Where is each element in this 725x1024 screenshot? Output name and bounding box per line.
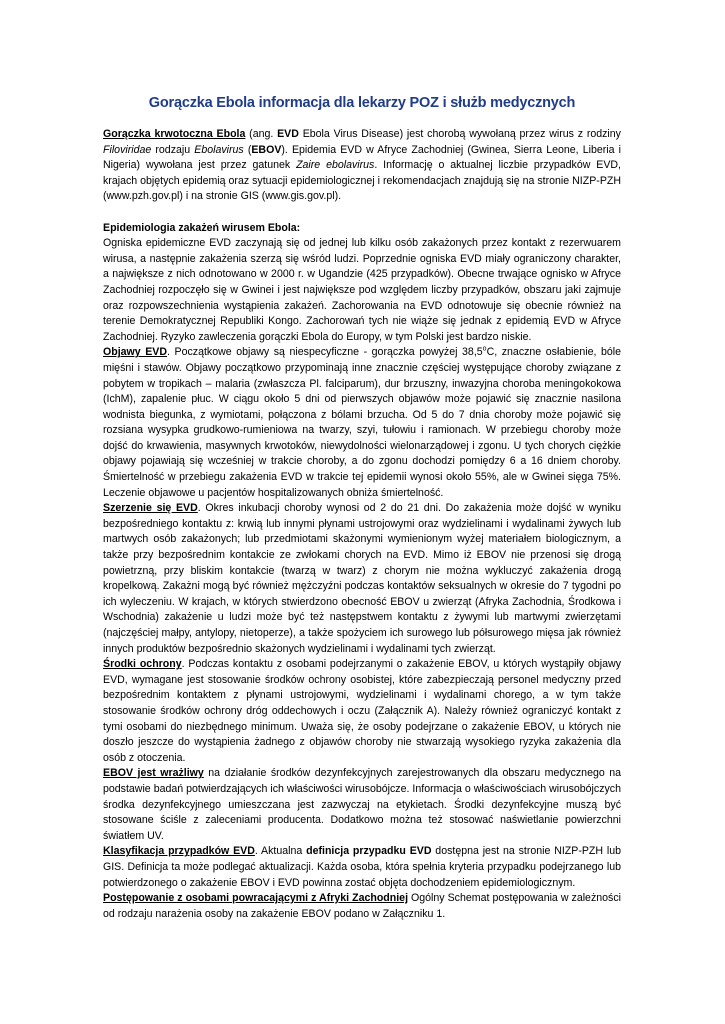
spread-heading: Szerzenie się EVD (103, 502, 198, 515)
sensitivity-paragraph: EBOV jest wrażliwy na działanie środków dezynfekcyjnych zarejestrowanych dla obszaru medycznego na podstawie badań potwierdzających ich właściwości wirusobójcze. Informacja o właściwościach wirusobójczych środka dezynfekcyjnego umieszczana jest zazwyczaj na etykietach. Środki dezynfekcyjne muszą być stosowane ściśle z zaleceniami producenta. Dodatkowo można też stosować naświetlanie powierzchni światłem UV. (103, 767, 622, 842)
intro-heading: Gorączka krwotoczna Ebola (103, 128, 246, 140)
returning-paragraph: Postępowanie z osobami powracającymi z Afryki Zachodniej Ogólny Schemat postępowania w zależności od rodzaju narażenia osoby na zakażenie EBOV podano w Załączniku 1. (103, 892, 621, 920)
sensitivity-heading: EBOV jest wrażliwy (103, 767, 204, 780)
document-body (103, 127, 621, 922)
returning-heading: Postępowanie z osobami powracającymi z Afryki Zachodniej (103, 892, 409, 905)
symptoms-heading: Objawy EVD (103, 346, 168, 359)
intro-paragraph: Gorączka krwotoczna Ebola (ang. EVD Ebola Virus Disease) jest chorobą wywołaną przez wirus z rodziny Filoviridae rodzaju Ebolavirus (EBOV). Epidemia EVD w Afryce Zachodniej (Gwinea, Sierra Leone, Liberia i Nigeria) wywołana jest przez gatunek Zaire ebolavirus. Informację o aktualnej liczbie przypadków EVD, krajach objętych epidemią oraz sytuacji epidemiologicznej i rekomendacjach znajdują się na stronie NIZP-PZH (www.pzh.gov.pl) i na stronie GIS (www.gis.gov.pl). (103, 128, 621, 203)
classification-paragraph: Klasyfikacja przypadków EVD. Aktualna definicja przypadku EVD dostępna jest na stronie NIZP-PZH lub GIS. Definicja ta może podlegać aktualizacji. Każda osoba, która spełnia kryteria przypadku podejrzanego lub potwierdzonego o zakażenie EBOV i EVD powinna zostać objęta dochodzeniem epidemiologicznym. (103, 845, 622, 889)
classification-heading: Klasyfikacja przypadków EVD (103, 845, 255, 858)
protection-paragraph: Środki ochrony. Podczas kontaktu z osobami podejrzanymi o zakażenie EBOV, u których wystąpiły objawy EVD, wymagane jest stosowanie środków ochrony osobistej, które zabezpieczają personel medyczny przed bezpośrednim kontaktem z płynami ustrojowymi, wydzielinami i wydalinami chorego, a w tym także stosowanie środków ochrony dróg oddechowych i oczu (Załącznik A). Należy również ograniczyć kontakt z tymi osobami do niezbędnego minimum. Uważa się, że osoby podejrzane o zakażenie EBOV, u których nie doszło jeszcze do wystąpienia żadnego z objawów choroby nie stwarzają wysokiego ryzyka zakażenia dla osób z otoczenia. (103, 658, 621, 764)
document-title: Gorączka Ebola informacja dla lekarzy POZ i służb medycznych (148, 95, 576, 111)
epidemiology-paragraph: Ogniska epidemiczne EVD zaczynają się od jednej lub kilku osób zakażonych przez kontakt z rezerwuarem wirusa, a następnie zakażenia szerzą się wśród ludzi. Poprzednie ogniska EVD miały ograniczony charakter, a największe z nich odnotowano w 2000 r. w Ugandzie (425 przypadków). Obecne trwające ognisko w Afryce Zachodniej rozpoczęło się w Gwinei i jest największe pod względem liczby przypadków, obszaru jaki zajmuje oraz rozpowszechnienia wystąpienia zakażeń. Zachorowania na EVD odnotowuje się obecnie również na terenie Demokratycznej Republiki Kongo. Zachorowań tych nie wiąże się jednak z epidemią EVD w Afryce Zachodniej. Ryzyko zawleczenia gorączki Ebola do Europy, w tym Polski jest bardzo niskie. (103, 237, 621, 343)
epidemiology-heading: Epidemiologia zakażeń wirusem Ebola: (103, 221, 301, 234)
protection-heading: Środki ochrony (103, 658, 182, 671)
spread-paragraph: Szerzenie się EVD. Okres inkubacji choroby wynosi od 2 do 21 dni. Do zakażenia może dojść w wyniku bezpośredniego kontaktu z: krwią lub innymi płynami ustrojowymi oraz wydzielinami i wydalinami żywych lub martwych osób zakażonych; lub przedmiotami skażonymi wymienionym wyżej materiałem biologicznym, a także przy bezpośrednim kontakcie ze zwłokami chorych na EVD. Mimo iż EBOV nie przenosi się drogą powietrzną, przy bliskim kontakcie (twarzą w twarz) z chorym nie można wykluczyć zakażenia drogą kropelkową. Zakażni mogą być również mężczyźni podczas kontaktów seksualnych w okresie do 7 tygodni po ich wyleczeniu. W krajach, w których stwierdzono obecność EBOV u zwierząt (Afryka Zachodnia, Środkowa i Wschodnia) zakażenie u ludzi może być też następstwem kontaktu z żywymi lub martwymi zwierzętami (najczęściej małpy, antylopy, nietoperze), a także spożyciem ich surowego lub półsurowego mięsa jak również innych produktów bezpośrednio skażonych wydzielinami i wydalinami tych zwierząt. (103, 502, 621, 655)
symptoms-paragraph: Objawy EVD. Początkowe objawy są niespecyficzne - gorączka powyżej 38,5$^o$C, znaczne osłabienie, bóle mięśni i stawów. Objawy początkowo przypominają inne znacznie częściej występujące choroby związane z pobytem w tropikach – malaria (zwłaszcza Pl. falciparum), dur brzuszny, inwazyjna choroba meningokokowa (IchM), zapalenie płuc. W ciągu około 5 dni od pierwszych objawów może pojawić się znacznie nasilona wodnista biegunka, z wymiotami, połączona z bólami brzucha. Od 5 do 7 dnia choroby może pojawić się rozsiana wysypka grudkowo-rumieniowa na twarzy, szyi, tułowiu i ramionach. W przebiegu choroby może dojść do krwawienia, masywnych krwotoków, niewydolności wielonarządowej i zgonu. U tych chorych ciężkie objawy pojawiają się wcześniej w trakcie choroby, a do zgonu dochodzi pomiędzy 6 a 16 dniem choroby. Śmiertelność w przebiegu zakażenia EVD w trakcie tej epidemii wynosi około 55%, ale w Gwinei sięga 75%. Leczenie objawowe u pacjentów hospitalizowanych obniża śmiertelność. (103, 345, 622, 499)
